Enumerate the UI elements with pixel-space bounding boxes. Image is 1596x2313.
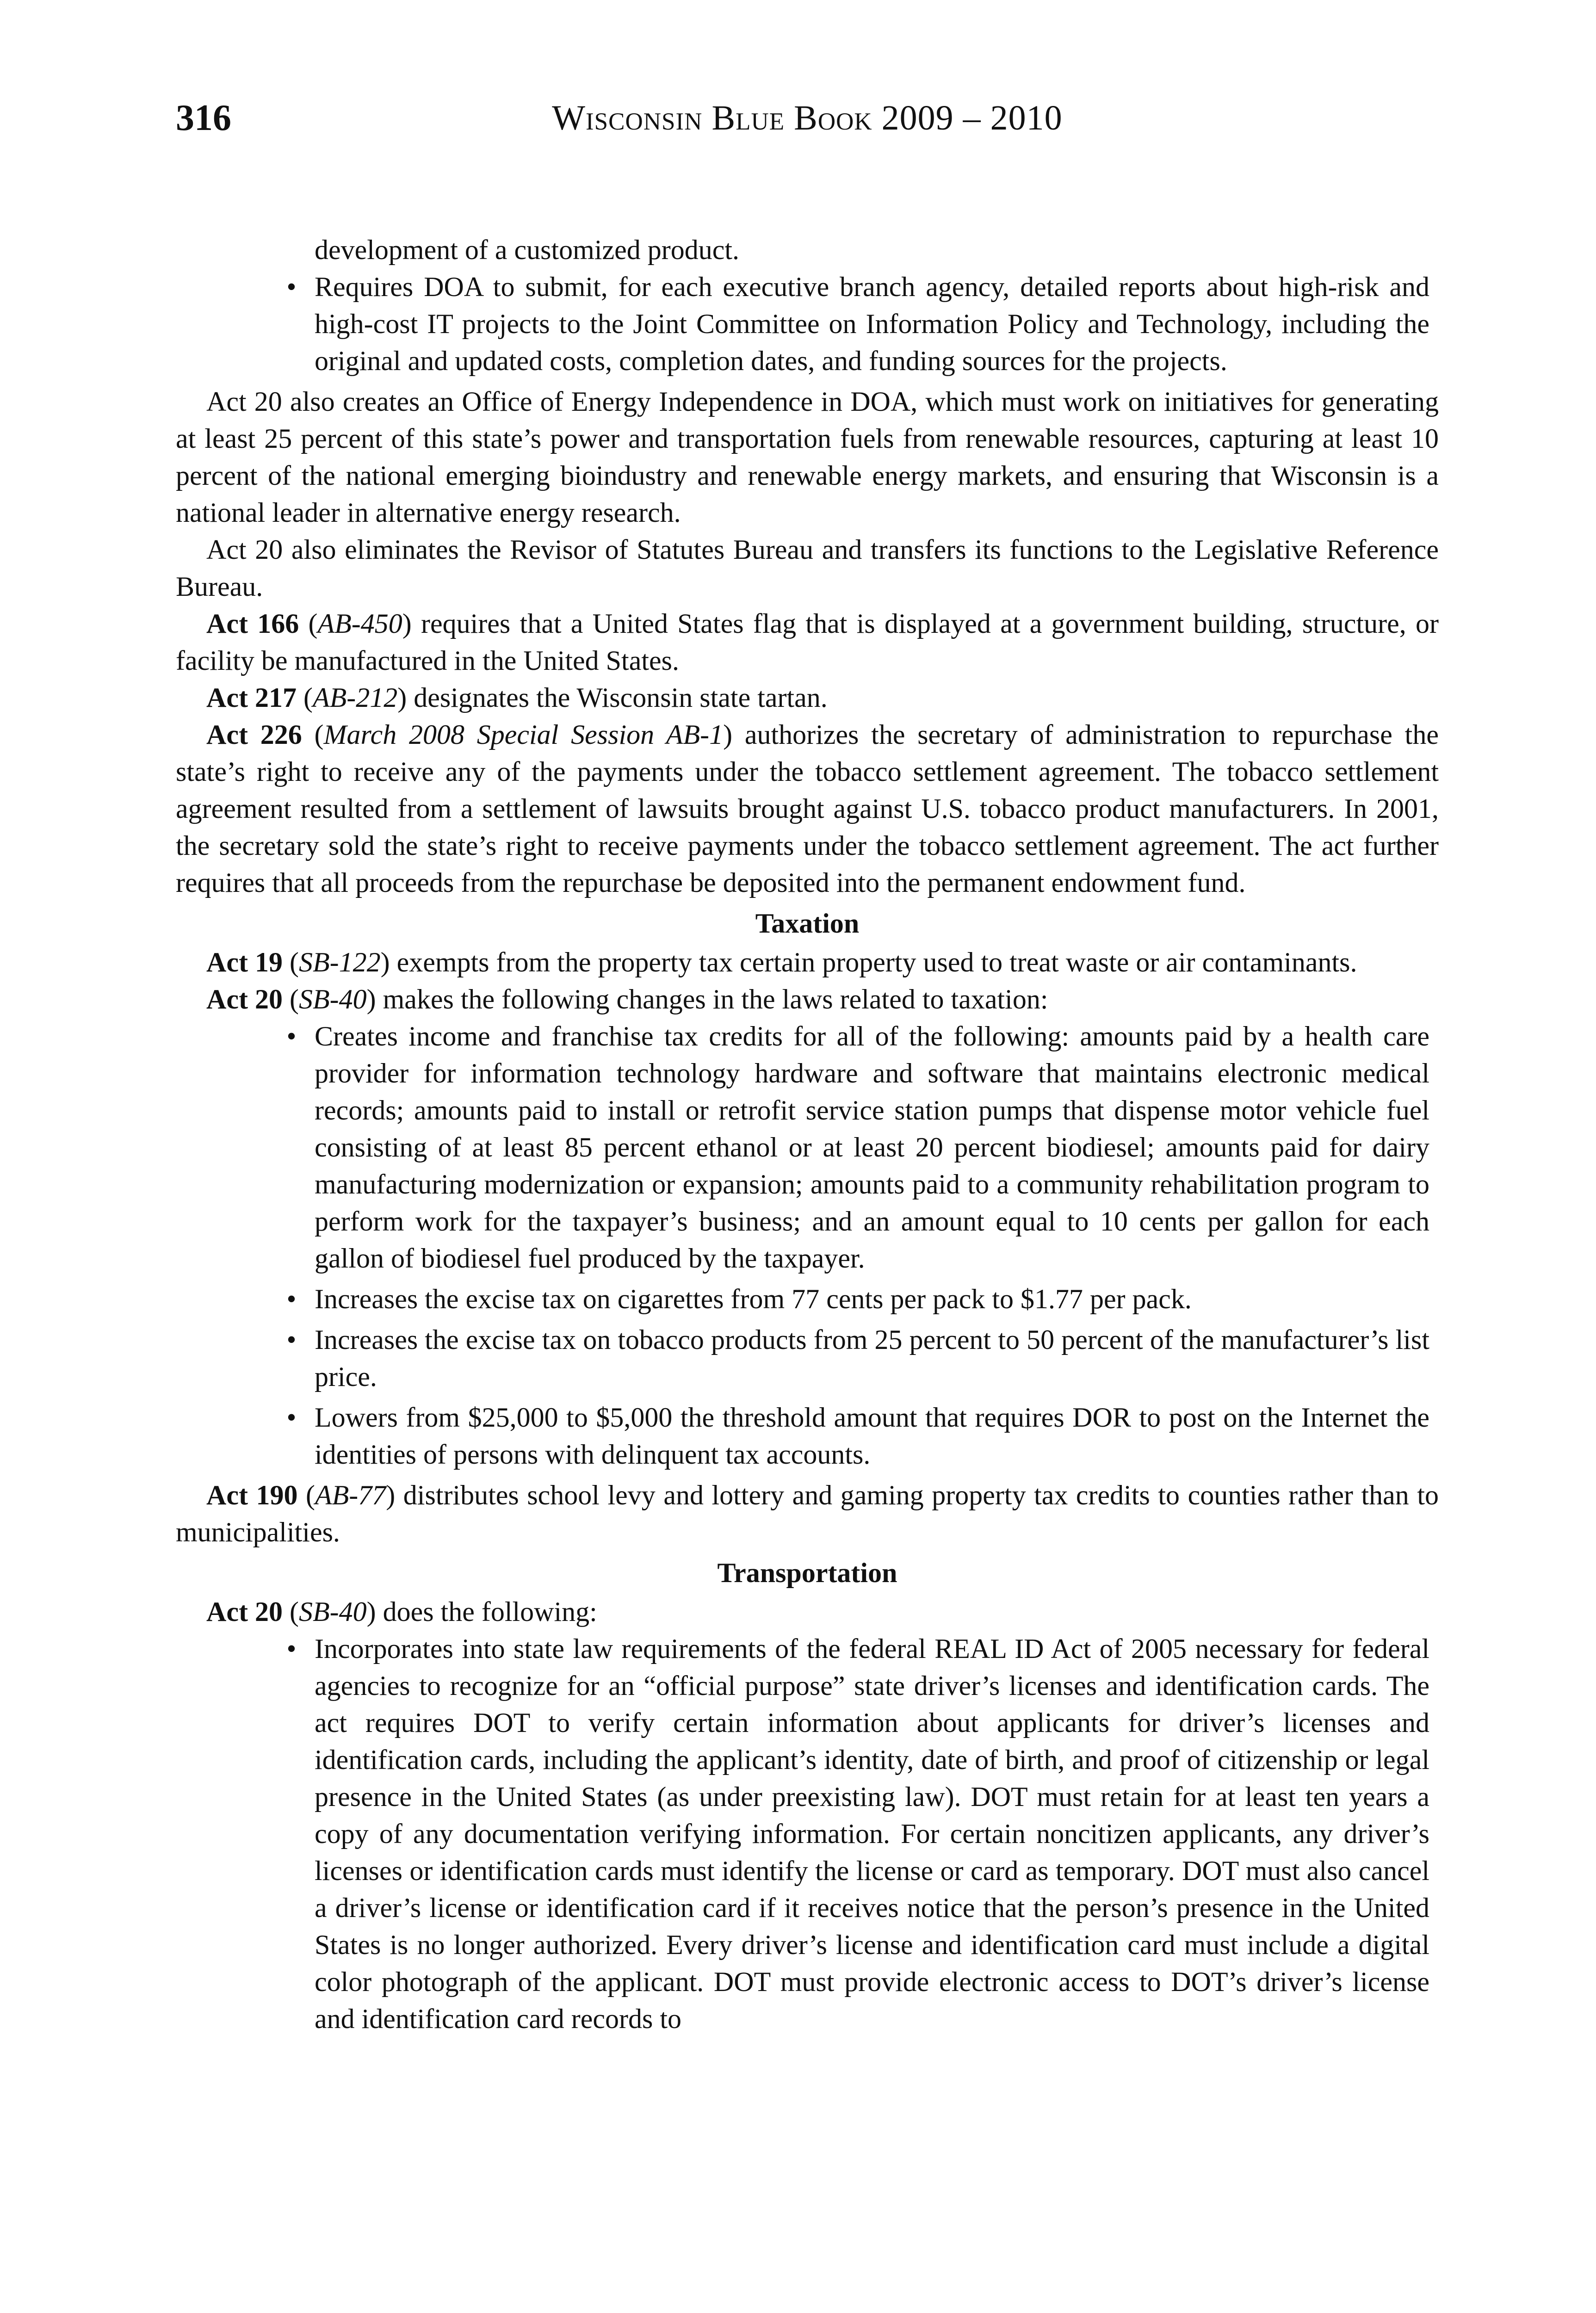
bullet-list-taxation — [176, 1018, 1439, 1473]
bullet-text: Lowers from $25,000 to $5,000 the threshold amount that requires DOR to post on the Internet the identities of persons with delinquent tax accounts. — [315, 1402, 1429, 1470]
list-item — [286, 1280, 1439, 1317]
continued-paragraph: development of a customized product. — [315, 235, 740, 265]
bill-number: AB-77 — [315, 1480, 386, 1510]
paragraph-energy-office: Act 20 also creates an Office of Energy Independence in DOA, which must work on initiatives for generating at least 25 percent of this state’s power and transportation fuels from renewable resources, capturing at least 10 percent of the national emerging bioindustry and renewable energy markets, and ensuring that Wisconsin is a national leader in alternative energy research. — [176, 386, 1439, 528]
document-body — [176, 231, 1439, 2041]
paragraph-act-20-taxation: Act 20 (SB-40) makes the following changes in the laws related to taxation: — [206, 984, 1048, 1014]
bullet-icon: • — [286, 1324, 297, 1355]
section-heading-taxation: Taxation — [755, 908, 860, 939]
act-text: requires that a United States flag that is displayed at a government building, structure, or facility be manufactured in the United States. — [176, 608, 1439, 676]
act-text: exempts from the property tax certain property used to treat waste or air contaminants. — [390, 947, 1357, 977]
list-item — [286, 1630, 1439, 2037]
bullet-icon: • — [286, 272, 297, 302]
paragraph-revisor: Act 20 also eliminates the Revisor of Statutes Bureau and transfers its functions to the Legislative Reference Bureau. — [176, 534, 1439, 602]
bill-number: SB-122 — [298, 947, 381, 977]
paragraph-act-19: Act 19 (SB-122) exempts from the property tax certain property used to treat waste or air contaminants. — [206, 947, 1357, 977]
act-text: does the following: — [376, 1596, 597, 1627]
bullet-text: Increases the excise tax on tobacco products from 25 percent to 50 percent of the manufacturer’s list price. — [315, 1324, 1429, 1392]
act-number: Act 166 — [206, 608, 299, 639]
bullet-text: Requires DOA to submit, for each executive branch agency, detailed reports about high-risk and high-cost IT projects to the Joint Committee on Information Policy and Technology, including the original and updated costs, completion dates, and funding sources for the projects. — [315, 272, 1429, 376]
act-text: authorizes the secretary of administration to repurchase the state’s right to receive any of the payments under the tobacco settlement agreement. The tobacco settlement agreement resulted from a settlement of lawsuits brought against U.S. tobacco product manufacturers. In 2001, the secretary sold the state’s right to receive payments under the tobacco settlement agreement. The act further requires that all proceeds from the repurchase be deposited into the permanent endowment fund. — [176, 719, 1439, 898]
bullet-icon: • — [286, 1402, 297, 1433]
bullet-text: Incorporates into state law requirements of the federal REAL ID Act of 2005 necessary for federal agencies to recognize for an “official purpose” state driver’s licenses and identification cards. The act requires DOT to verify certain information about applicants for driver’s licenses and identification cards, including the applicant’s identity, date of birth, and proof of citizenship or legal presence in the United States (as under preexisting law). DOT must retain for at least ten years a copy of any documentation verifying information. For certain noncitizen applicants, any driver’s licenses or identification cards must identify the license or card as temporary. DOT must also cancel a driver’s license or identification card if it receives notice that the person’s presence in the United States is no longer authorized. Every driver’s license and identification card must include a digital color photograph of the applicant. DOT must provide electronic access to DOT’s driver’s license and identification card records to — [315, 1633, 1429, 2034]
running-head — [176, 93, 1439, 143]
bill-number: AB-450 — [317, 608, 402, 639]
page-number: 316 — [176, 98, 231, 138]
bullet-icon: • — [286, 1021, 297, 1051]
paragraph-act-166: Act 166 (AB-450) requires that a United States flag that is displayed at a government building, structure, or facility be manufactured in the United States. — [176, 608, 1439, 676]
act-number: Act 226 — [206, 719, 302, 750]
paragraph-act-190: Act 190 (AB-77) distributes school levy and lottery and gaming property tax credits to counties rather than to municipalities. — [176, 1480, 1439, 1547]
act-number: Act 19 — [206, 947, 283, 977]
section-heading-transportation: Transportation — [717, 1558, 897, 1588]
bill-number: SB-40 — [298, 1596, 367, 1627]
paragraph-act-20-transportation: Act 20 (SB-40) does the following: — [206, 1596, 597, 1627]
bullet-icon: • — [286, 1633, 297, 1664]
act-number: Act 20 — [206, 984, 283, 1014]
act-text: designates the Wisconsin state tartan. — [407, 682, 828, 713]
paragraph-act-226: Act 226 (March 2008 Special Session AB-1) authorizes the secretary of administration to repurchase the state’s right to receive any of the payments under the tobacco settlement agreement. The tobacco settlement agreement resulted from a settlement of lawsuits brought against U.S. tobacco product manufacturers. In 2001, the secretary sold the state’s right to receive payments under the tobacco settlement agreement. The act further requires that all proceeds from the repurchase be deposited into the permanent endowment fund. — [176, 719, 1439, 898]
act-number: Act 190 — [206, 1480, 298, 1510]
act-number: Act 217 — [206, 682, 297, 713]
list-item — [286, 268, 1439, 379]
bullet-text: Creates income and franchise tax credits for all of the following: amounts paid by a health care provider for information technology hardware and software that maintains electronic medical records; amounts paid to install or retrofit service station pumps that dispense motor vehicle fuel consisting of at least 85 percent ethanol or at least 20 percent biodiesel; amounts paid for dairy manufacturing modernization or expansion; amounts paid to a community rehabilitation program to perform work for the taxpayer’s business; and an amount equal to 10 cents per gallon for each gallon of biodiesel fuel produced by the taxpayer. — [315, 1021, 1429, 1274]
bill-number: SB-40 — [298, 984, 367, 1014]
paragraph-act-217: Act 217 (AB-212) designates the Wisconsin state tartan. — [206, 682, 828, 713]
bill-number: March 2008 Special Session AB-1 — [323, 719, 724, 750]
bullet-list-transportation — [176, 1630, 1439, 2037]
list-item — [286, 1399, 1439, 1473]
list-item — [286, 1018, 1439, 1277]
act-text: distributes school levy and lottery and gaming property tax credits to counties rather than to municipalities. — [176, 1480, 1439, 1547]
act-text: makes the following changes in the laws related to taxation: — [376, 984, 1048, 1014]
act-number: Act 20 — [206, 1596, 283, 1627]
bullet-icon: • — [286, 1284, 297, 1314]
bill-number: AB-212 — [312, 682, 398, 713]
bullet-text: Increases the excise tax on cigarettes from 77 cents per pack to $1.77 per pack. — [315, 1284, 1192, 1314]
book-title: Wisconsin Blue Book 2009 – 2010 — [552, 99, 1063, 137]
list-item — [286, 1321, 1439, 1395]
bullet-list-doa — [176, 268, 1439, 379]
